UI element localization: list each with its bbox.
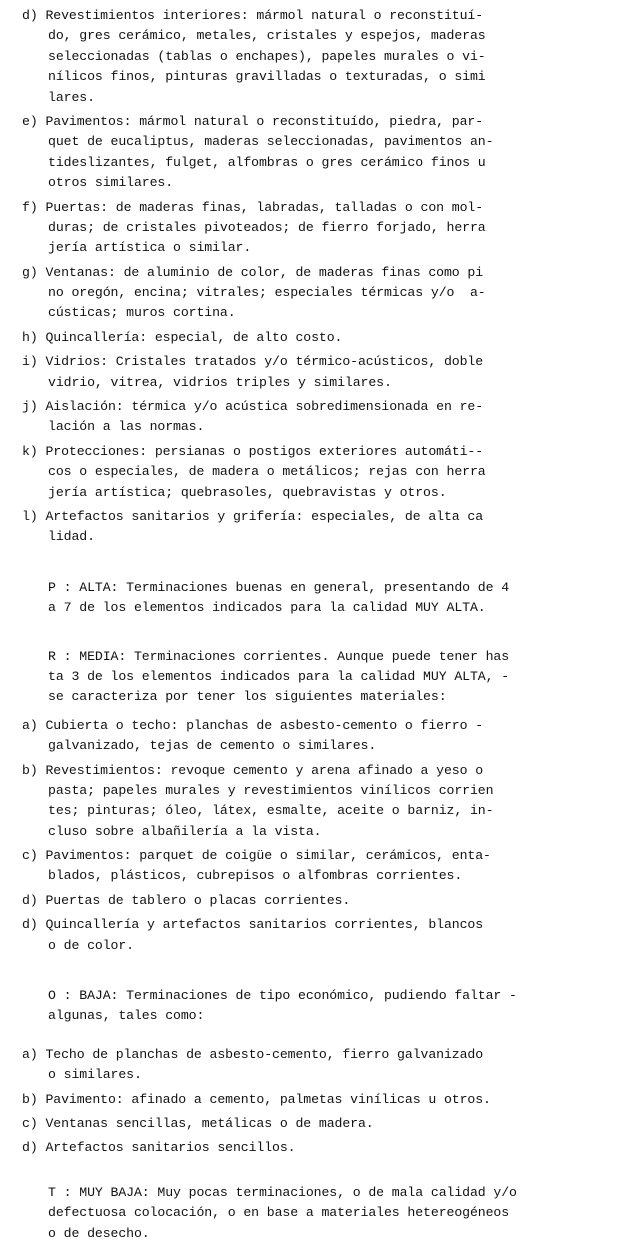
text-line: g) Ventanas: de aluminio de color, de maderas finas como pi [22,264,484,280]
text-line: d) Revestimientos interiores: mármol natural o reconstituí- [22,8,484,23]
text-line: o similares. [48,1067,142,1083]
text-line: d) Artefactos sanitarios sencillos. [22,1140,296,1156]
text-line: tideslizantes, fulget, alfombras o gres cerámico finos u [48,154,486,170]
text-line: f) Puertas: de maderas finas, labradas, talladas o con mol- [22,199,484,215]
muy-alta-item [22,6,608,108]
text-line: jería artística o similar. [48,240,252,256]
text-line: k) Protecciones: persianas o postigos exteriores automáti-- [22,443,484,459]
media-item [22,761,608,843]
text-line: T : MUY BAJA: Muy pocas terminaciones, o de mala calidad y/o [48,1184,517,1200]
text-line: b) Revestimientos: revoque cemento y arena afinado a yeso o [22,762,484,778]
text-line: b) Pavimento: afinado a cemento, palmetas vinílicas u otros. [22,1091,491,1107]
muy-baja-quality-paragraph [48,1183,630,1244]
text-line: nílicos finos, pinturas gravilladas o texturadas, o simi [48,69,486,85]
text-line: a) Cubierta o techo: planchas de asbesto-cemento o fierro - [22,717,484,733]
document-page [0,6,630,1252]
text-line: defectuosa colocación, o en base a materiales hetereogéneos [48,1205,510,1221]
muy-alta-item [22,397,608,438]
muy-alta-item [22,112,608,194]
text-line: d) Puertas de tablero o placas corrientes. [22,892,351,908]
text-line: no oregón, encina; vitrales; especiales térmicas y/o a- [48,285,486,301]
text-line: jería artística; quebrasoles, quebravistas y otros. [48,484,447,500]
media-item [22,891,608,911]
text-line: se caracteriza por tener los siguientes materiales: [48,689,447,705]
text-line: duras; de cristales pivoteados; de fierro forjado, herra [48,219,486,235]
text-line: lares. [48,89,95,105]
text-line: otros similares. [48,175,174,191]
muy-alta-item [22,352,608,393]
text-line: lación a las normas. [48,419,205,435]
text-line: cluso sobre albañilería a la vista. [48,823,322,839]
text-line: o de color. [48,937,134,953]
text-line: j) Aislación: térmica y/o acústica sobredimensionada en re- [22,399,484,415]
text-line: tes; pinturas; óleo, látex, esmalte, aceite o barniz, in- [48,803,494,819]
text-line: pasta; papeles murales y revestimientos vinílicos corrien [48,782,494,798]
text-line: cústicas; muros cortina. [48,305,236,321]
text-line: h) Quincallería: especial, de alto costo. [22,329,343,345]
text-line: l) Artefactos sanitarios y grifería: especiales, de alta ca [22,508,484,524]
baja-quality-paragraph [48,986,630,1027]
text-line: quet de eucaliptus, maderas seleccionadas, pavimentos an- [48,134,494,150]
baja-item-list [0,1045,630,1159]
text-line: lidad. [48,529,95,545]
muy-alta-item-list [0,6,630,548]
baja-item [22,1090,608,1110]
text-line: galvanizado, tejas de cemento o similares. [48,738,377,754]
muy-alta-item [22,328,608,348]
text-line: vidrio, vitrea, vidrios triples y similares. [48,374,392,390]
text-line: ta 3 de los elementos indicados para la calidad MUY ALTA, - [48,668,510,684]
text-line: a) Techo de planchas de asbesto-cemento, fierro galvanizado [22,1046,484,1062]
text-line: seleccionadas (tablas o enchapes), papeles murales o vi- [48,48,486,64]
text-line: do, gres cerámico, metales, cristales y espejos, maderas [48,28,486,44]
text-line: e) Pavimentos: mármol natural o reconstituído, piedra, par- [22,113,484,129]
media-item [22,915,608,956]
baja-item [22,1138,608,1158]
text-line: blados, plásticos, cubrepisos o alfombras corrientes. [48,868,463,884]
text-line: d) Quincallería y artefactos sanitarios corrientes, blancos [22,917,484,933]
text-line: a 7 de los elementos indicados para la calidad MUY ALTA. [48,600,486,616]
text-line: O : BAJA: Terminaciones de tipo económico, pudiendo faltar - [48,988,517,1004]
media-item-list [0,716,630,956]
text-line: c) Ventanas sencillas, metálicas o de madera. [22,1115,374,1131]
alta-quality-paragraph [48,578,630,619]
text-line: cos o especiales, de madera o metálicos; rejas con herra [48,464,486,480]
text-line: P : ALTA: Terminaciones buenas en general, presentando de 4 [48,579,510,595]
muy-alta-item [22,263,608,324]
media-item [22,846,608,887]
muy-alta-item [22,198,608,259]
text-line: c) Pavimentos: parquet de coigüe o similar, cerámicos, enta- [22,848,491,864]
media-quality-paragraph [48,647,630,708]
baja-item [22,1045,608,1086]
muy-alta-item [22,442,608,503]
text-line: algunas, tales como: [48,1008,205,1024]
text-line: i) Vidrios: Cristales tratados y/o térmico-acústicos, doble [22,354,484,370]
text-line: o de desecho. [48,1225,150,1241]
baja-item [22,1114,608,1134]
muy-alta-item [22,507,608,548]
media-item [22,716,608,757]
text-line: R : MEDIA: Terminaciones corrientes. Aunque puede tener has [48,648,510,664]
